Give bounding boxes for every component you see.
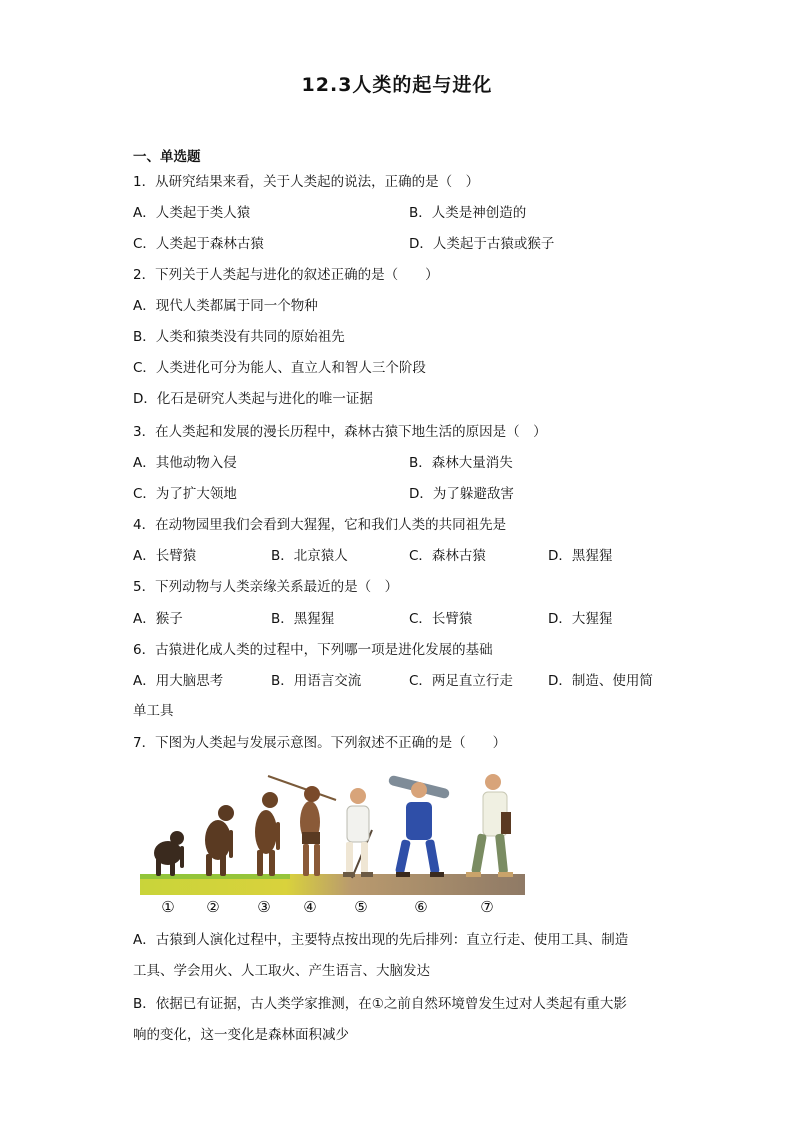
- question-6-option-b[interactable]: B．用语言交流: [271, 673, 362, 689]
- question-5-stem: 5．下列动物与人类亲缘关系最近的是（ ）: [133, 579, 399, 595]
- figure-label-5: ⑤: [354, 898, 368, 916]
- question-2-option-d[interactable]: D．化石是研究人类起与进化的唯一证据: [133, 391, 373, 407]
- question-5-option-d[interactable]: D．大猩猩: [548, 611, 613, 627]
- question-1-option-a[interactable]: A．人类起于类人猿: [133, 205, 251, 221]
- question-1-option-b[interactable]: B．人类是神创造的: [409, 205, 527, 221]
- figure-label-6: ⑥: [414, 898, 428, 916]
- question-6-option-d[interactable]: D．制造、使用简: [548, 673, 653, 689]
- question-2-option-b[interactable]: B．人类和猿类没有共同的原始祖先: [133, 329, 345, 345]
- question-3-option-b[interactable]: B．森林大量消失: [409, 455, 513, 471]
- section-heading: 一、单选题: [133, 149, 201, 165]
- question-4-option-b[interactable]: B．北京猿人: [271, 548, 348, 564]
- figure-label-7: ⑦: [480, 898, 494, 916]
- question-2-option-a[interactable]: A．现代人类都属于同一个物种: [133, 298, 318, 314]
- figure-3-hominid: [255, 792, 280, 876]
- figure-label-1: ①: [161, 898, 175, 916]
- figure-label-2: ②: [206, 898, 220, 916]
- question-7-option-b-line-2: 响的变化，这一变化是森林面积减少: [133, 1027, 349, 1043]
- question-2-option-c[interactable]: C．人类进化可分为能人、直立人和智人三个阶段: [133, 360, 426, 376]
- question-7-option-a-line-1[interactable]: A．古猿到人演化过程中，主要特点按出现的先后排列：直立行走、使用工具、制造: [133, 932, 629, 948]
- question-4-option-a[interactable]: A．长臂猿: [133, 548, 197, 564]
- page-title: 12.3人类的起与进化: [301, 74, 493, 96]
- figure-5-tunic-man: [343, 788, 373, 878]
- figure-6-worker: [388, 775, 451, 877]
- question-7-option-a-line-2: 工具、学会用火、人工取火、产生语言、大脑发达: [133, 963, 430, 979]
- question-6-option-a[interactable]: A．用大脑思考: [133, 673, 224, 689]
- question-1-option-d[interactable]: D．人类起于古猿或猴子: [409, 236, 555, 252]
- figure-label-4: ④: [303, 898, 317, 916]
- figure-2-ape: [205, 805, 234, 876]
- question-4-stem: 4．在动物园里我们会看到大猩猩，它和我们人类的共同祖先是: [133, 517, 507, 533]
- question-2-stem: 2．下列关于人类起与进化的叙述正确的是（ ）: [133, 267, 439, 283]
- figure-1-ape: [154, 831, 184, 876]
- question-6-option-c[interactable]: C．两足直立行走: [409, 673, 513, 689]
- question-5-option-c[interactable]: C．长臂猿: [409, 611, 473, 627]
- question-5-option-b[interactable]: B．黑猩猩: [271, 611, 335, 627]
- question-6-stem: 6．古猿进化成人类的过程中，下列哪一项是进化发展的基础: [133, 642, 493, 658]
- question-3-option-c[interactable]: C．为了扩大领地: [133, 486, 237, 502]
- question-3-option-a[interactable]: A．其他动物入侵: [133, 455, 237, 471]
- question-7-option-b-line-1[interactable]: B．依据已有证据，古人类学家推测，在①之前自然环境曾发生过对人类起有重大影: [133, 996, 627, 1012]
- figure-label-3: ③: [257, 898, 271, 916]
- question-1-stem: 1．从研究结果来看，关于人类起的说法，正确的是（ ）: [133, 174, 480, 190]
- human-evolution-figure: [140, 770, 525, 895]
- question-4-option-c[interactable]: C．森林古猿: [409, 548, 486, 564]
- question-6-option-d-continued: 单工具: [133, 703, 174, 719]
- question-3-stem: 3．在人类起和发展的漫长历程中，森林古猿下地生活的原因是（ ）: [133, 424, 547, 440]
- grass-strip: [140, 874, 290, 879]
- question-5-option-a[interactable]: A．猴子: [133, 611, 183, 627]
- figure-7-modern-man: [466, 774, 513, 877]
- question-1-option-c[interactable]: C．人类起于森林古猿: [133, 236, 264, 252]
- question-7-stem: 7．下图为人类起与发展示意图。下列叙述不正确的是（ ）: [133, 735, 507, 751]
- figure-labels: [140, 898, 525, 920]
- question-3-option-d[interactable]: D．为了躲避敌害: [409, 486, 514, 502]
- question-4-option-d[interactable]: D．黑猩猩: [548, 548, 613, 564]
